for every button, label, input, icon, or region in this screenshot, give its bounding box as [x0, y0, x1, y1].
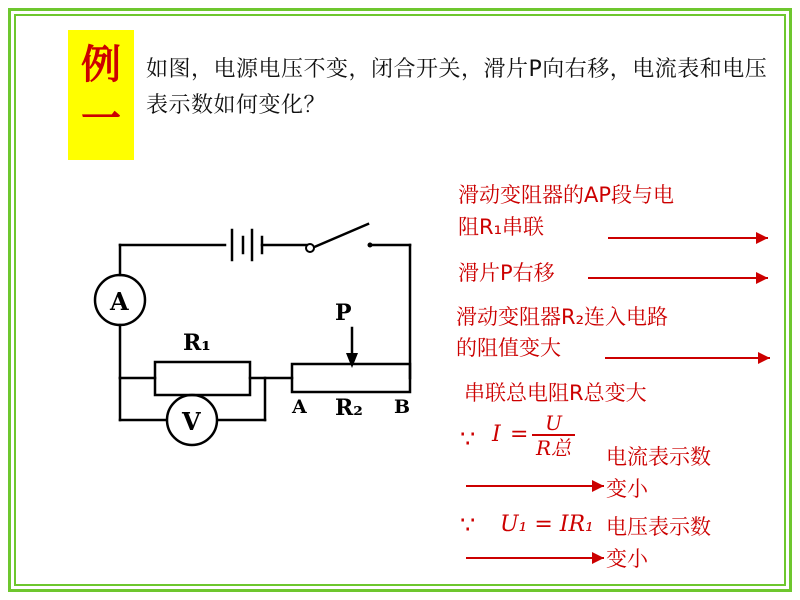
conclusion-2-line-1: 电压表示数 — [606, 515, 711, 539]
formula-denominator: R总 — [536, 436, 572, 460]
rheostat-terminal-a-label: A — [292, 396, 307, 418]
formula-equals: = — [510, 422, 529, 447]
formula-current-symbol: I — [492, 422, 501, 447]
arrow-4 — [466, 480, 604, 492]
because-symbol-2: ∵ — [460, 511, 476, 539]
reason-line-6: 串联总电阻R总变大 — [464, 381, 647, 405]
rheostat-terminal-b-label: B — [394, 396, 411, 418]
conclusion-2-line-2: 变小 — [606, 547, 648, 571]
example-label-char-1: 例 — [81, 41, 121, 88]
arrow-1 — [608, 232, 768, 244]
ammeter-label: A — [110, 287, 129, 316]
conclusion-1-line-1: 电流表示数 — [606, 445, 711, 469]
formula-ohm-law-fraction — [532, 412, 575, 460]
because-symbol-1: ∵ — [460, 425, 476, 453]
voltmeter-label: V — [182, 407, 201, 436]
reason-line-5: 的阻值变大 — [456, 336, 561, 360]
formula-voltage: U₁ = IR₁ — [500, 512, 594, 537]
arrow-2 — [588, 272, 768, 284]
arrow-3 — [605, 352, 770, 364]
rheostat-r2-label: R₂ — [335, 395, 363, 421]
reason-line-2: 阻R₁串联 — [458, 215, 545, 239]
arrow-5 — [466, 552, 604, 564]
example-label-box — [68, 30, 134, 160]
slider-p-label: P — [335, 300, 352, 326]
formula-numerator: U — [532, 412, 575, 436]
resistor-r1-label: R₁ — [183, 330, 211, 356]
reason-line-1: 滑动变阻器的AP段与电 — [458, 183, 675, 207]
circuit-diagram — [80, 190, 450, 480]
reason-line-3: 滑片P右移 — [458, 261, 555, 285]
conclusion-1-line-2: 变小 — [606, 477, 648, 501]
reason-line-4: 滑动变阻器R₂连入电路 — [456, 305, 669, 329]
example-label-char-2: 一 — [81, 95, 121, 142]
question-text: 如图，电源电压不变，闭合开关，滑片P向右移，电流表和电压表示数如何变化？ — [146, 57, 768, 118]
